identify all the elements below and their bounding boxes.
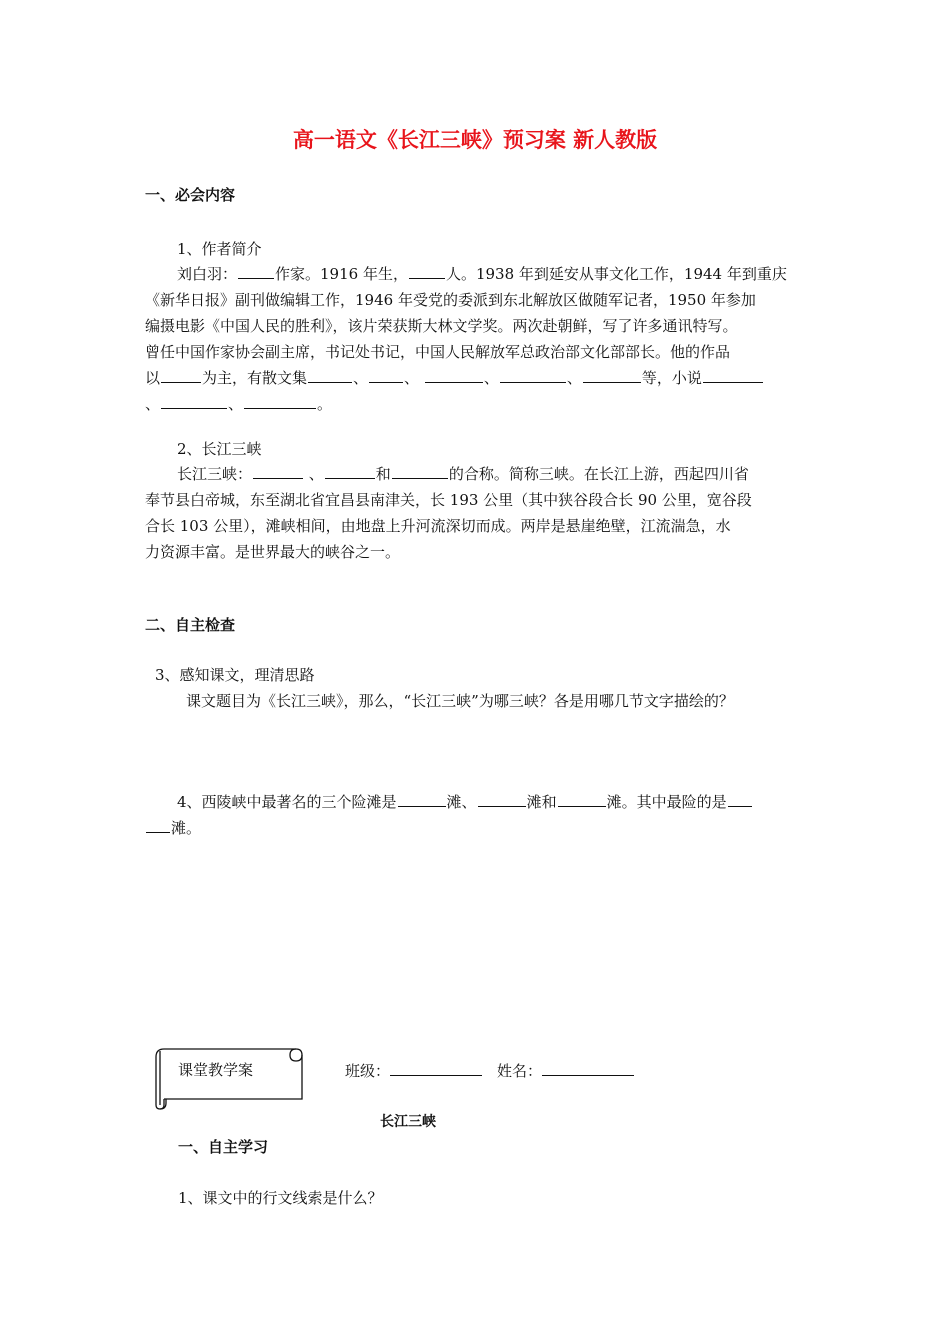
blank[interactable] <box>161 367 201 383</box>
blank[interactable] <box>583 367 641 383</box>
item4-text: 滩。其中最险的是 <box>606 793 727 811</box>
item1-label: 1、作者简介 <box>177 240 262 258</box>
page-title: 高一语文《长江三峡》预习案 新人教版 <box>292 128 658 152</box>
gorges-line-4: 力资源丰富。是世界最大的峡谷之一。 <box>145 543 401 561</box>
gorges-line-2: 奉节县白帝城，东至湖北省宜昌县南津关，长 193 公里（其中狭谷段合长 90 公里，宽谷段 <box>145 491 752 509</box>
classroom-subtitle: 长江三峡 <box>380 1114 436 1130</box>
self-study-question-1: 1、课文中的行文线索是什么？ <box>178 1189 383 1207</box>
item4-text: 4、西陵峡中最著名的三个险滩是 <box>177 793 397 811</box>
author-text: 等，小说 <box>641 369 702 387</box>
section-heading-required: 一、必会内容 <box>145 186 236 204</box>
blank[interactable] <box>238 263 274 279</box>
section-heading-self-study: 一、自主学习 <box>178 1138 269 1156</box>
item2-label: 2、长江三峡 <box>177 440 262 458</box>
item4-text: 滩。 <box>171 819 202 837</box>
item4-line-1 <box>177 789 753 815</box>
author-text: 以 <box>145 369 161 387</box>
blank[interactable] <box>308 367 352 383</box>
name-input[interactable] <box>542 1061 634 1076</box>
class-input[interactable] <box>390 1061 482 1076</box>
classroom-banner-label: 课堂教学案 <box>178 1061 254 1079</box>
blank[interactable] <box>392 463 448 479</box>
item4-text: 滩、 <box>446 793 477 811</box>
blank[interactable] <box>558 791 606 807</box>
gorges-text: 长江三峡： <box>177 465 253 483</box>
author-text: 。 <box>317 395 333 413</box>
item3-label: 3、感知课文，理清思路 <box>155 666 315 684</box>
blank[interactable] <box>425 367 483 383</box>
author-line-5: 以 为主，有散文集 、 、 、 、 等，小说 <box>145 365 764 391</box>
author-name-label: 刘白羽： <box>177 265 238 283</box>
author-line-4: 曾任中国作家协会副主席，书记处书记，中国人民解放军总政治部文化部部长。他的作品 <box>145 343 731 361</box>
author-line-2: 《新华日报》副刊做编辑工作，1946 年受党的委派到东北解放区做随军记者，1950 年参加 <box>145 291 756 309</box>
blank[interactable] <box>325 463 375 479</box>
blank[interactable] <box>409 263 445 279</box>
author-text: 人。1938 年到延安从事文化工作，1944 年到重庆 <box>445 265 787 283</box>
gorges-text: 和 <box>375 465 391 483</box>
blank[interactable] <box>146 817 170 833</box>
blank[interactable] <box>369 367 403 383</box>
blank[interactable] <box>398 791 446 807</box>
class-field <box>345 1058 482 1084</box>
gorges-line-3: 合长 103 公里），滩峡相间，由地盘上升河流深切而成。两岸是悬崖绝壁，江流湍急，水 <box>145 517 731 535</box>
blank[interactable] <box>478 791 526 807</box>
item4-text: 滩和 <box>526 793 557 811</box>
author-text: 作家。1916 年生， <box>275 265 408 283</box>
item3-question: 课文题目为《长江三峡》，那么，“长江三峡”为哪三峡？各是用哪几节文字描绘的？ <box>186 692 734 710</box>
name-label: 姓名： <box>497 1062 543 1080</box>
author-line-1 <box>177 261 787 287</box>
author-text: 为主，有散文集 <box>202 369 308 387</box>
blank[interactable] <box>500 367 566 383</box>
section-heading-self-check: 二、自主检查 <box>145 616 236 634</box>
student-name-field <box>497 1058 634 1084</box>
gorges-text: 的合称。简称三峡。在长江上游，西起四川省 <box>448 465 749 483</box>
author-line-6: 、 、 。 <box>145 395 333 413</box>
class-label: 班级： <box>345 1062 391 1080</box>
author-line-3: 编摄电影《中国人民的胜利》，该片荣获斯大林文学奖。两次赴朝鲜，写了许多通讯特写。 <box>145 317 738 335</box>
blank[interactable] <box>703 367 763 383</box>
blank[interactable] <box>244 393 316 409</box>
blank[interactable] <box>161 393 227 409</box>
blank[interactable] <box>253 463 303 479</box>
gorges-line-1: 长江三峡： 、 和 的合称。简称三峡。在长江上游，西起四川省 <box>177 465 749 483</box>
item4-line-2 <box>145 815 201 841</box>
blank[interactable] <box>728 791 752 807</box>
